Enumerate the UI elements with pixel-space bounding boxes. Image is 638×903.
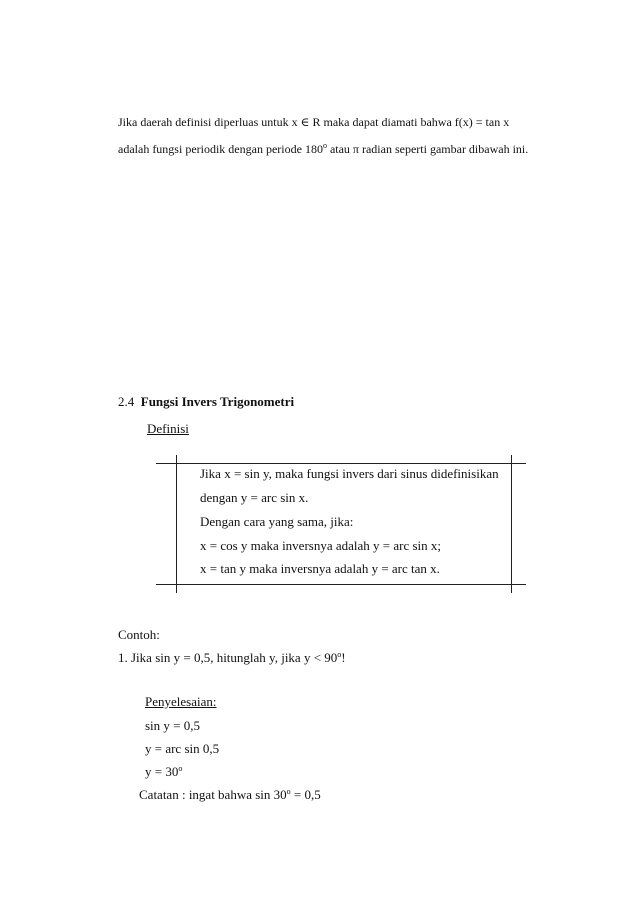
solution-step-3 [145,764,182,780]
solution-label: Penyelesaian: [145,694,217,709]
degree-superscript: o [337,650,342,659]
note-line [139,787,321,803]
paragraph-line-1: Jika daerah definisi diperluas untuk x ∈ R maka dapat diamati bahwa f(x) = tan x [118,115,510,129]
paragraph-line-2-text-a: adalah fungsi periodik dengan periode 180 [118,142,323,156]
definition-line-3: Dengan cara yang sama, jika: [200,514,354,529]
paragraph-line-2 [118,142,528,157]
box-bottom-border [156,584,526,585]
definition-line-5: x = tan y maka inversnya adalah y = arc tan x. [200,561,440,576]
box-right-border [511,455,512,593]
box-left-border [176,455,177,593]
section-heading [118,394,294,410]
example-item-1 [118,650,346,666]
example-item-1-text-a: 1. Jika sin y = 0,5, hitunglah y, jika y < 90 [118,650,338,665]
definition-subheading: Definisi [147,421,189,436]
definition-line-1: Jika x = sin y, maka fungsi invers dari sinus didefinisikan [200,466,499,481]
definition-line-2: dengan y = arc sin x. [200,490,309,505]
degree-superscript: o [322,141,327,150]
degree-superscript: o [286,787,291,796]
solution-step-2: y = arc sin 0,5 [145,741,220,756]
definition-line-4: x = cos y maka inversnya adalah y = arc sin x; [200,538,442,553]
degree-superscript: o [178,764,183,773]
paragraph-line-2-text-b: atau π radian seperti gambar dibawah ini. [326,142,529,156]
section-title: Fungsi Invers Trigonometri [140,394,295,409]
note-text-b: = 0,5 [290,787,321,802]
box-top-border [156,463,526,464]
note-text-a: Catatan : ingat bahwa sin 30 [139,787,287,802]
section-number: 2.4 [118,394,135,409]
solution-step-3-text: y = 30 [145,764,179,779]
solution-step-1: sin y = 0,5 [145,718,201,733]
example-label: Contoh: [118,627,160,642]
example-item-1-text-b: ! [341,650,346,665]
